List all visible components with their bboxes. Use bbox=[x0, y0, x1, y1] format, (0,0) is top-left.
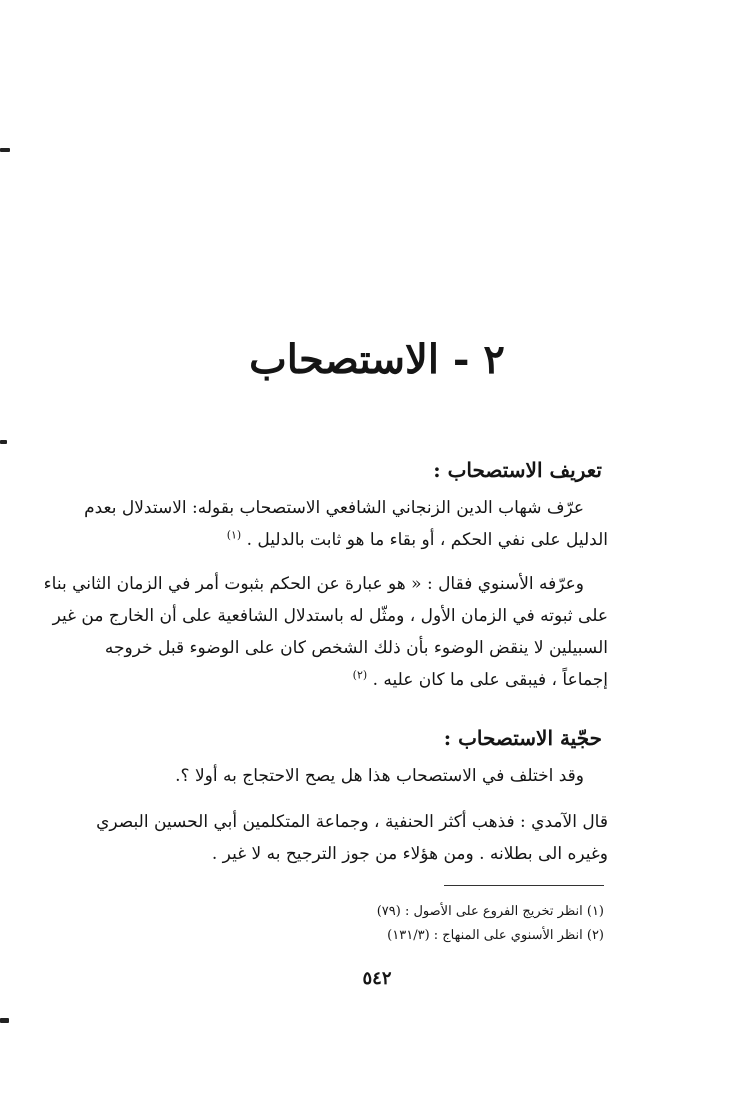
text-line: على ثبوته في الزمان الأول ، ومثّل له باستدلال الشافعية على أن الخارج من غير bbox=[52, 606, 608, 626]
text-line-content: إجماعاً ، فيبقى على ما كان عليه . bbox=[372, 670, 608, 690]
paragraph-definition-2 bbox=[43, 568, 608, 696]
text-line: وقد اختلف في الاستصحاب هذا هل يصح الاحتجاج به أولا ؟. bbox=[175, 766, 584, 786]
text-line: وغيره الى بطلانه . ومن هؤلاء من جوز الترجيح به لا غير . bbox=[211, 844, 608, 864]
chapter-title: ٢ - الاستصحاب bbox=[249, 336, 505, 383]
footnote-divider bbox=[444, 885, 604, 886]
footnote: (٢) انظر الأسنوي على المنهاج : (١٣١/٣) bbox=[387, 928, 604, 943]
footnotes bbox=[377, 900, 604, 948]
footnote: (١) انظر تخريج الفروع على الأصول : (٧٩) bbox=[376, 904, 604, 919]
text-line: قال الآمدي : فذهب أكثر الحنفية ، وجماعة المتكلمين أبي الحسين البصري bbox=[96, 812, 608, 832]
page-number: ٥٤٢ bbox=[362, 968, 392, 989]
scan-edge-mark bbox=[0, 1018, 9, 1023]
scan-edge-mark bbox=[0, 440, 7, 444]
section-heading-definition: تعريف الاستصحاب : bbox=[433, 458, 602, 482]
paragraph-authority-2 bbox=[96, 806, 608, 870]
footnote-ref: (١) bbox=[226, 528, 242, 542]
text-line: وعرّفه الأسنوي فقال : « هو عبارة عن الحكم بثبوت أمر في الزمان الثاني بناء bbox=[43, 574, 584, 594]
paragraph-definition-1 bbox=[84, 492, 608, 556]
text-line: السبيلين لا ينقض الوضوء بأن ذلك الشخص كان على الوضوء قبل خروجه bbox=[104, 638, 608, 658]
paragraph-authority-1 bbox=[148, 760, 608, 792]
footnote-ref: (٢) bbox=[352, 668, 368, 682]
text-line bbox=[148, 524, 608, 556]
text-line bbox=[148, 664, 608, 696]
section-heading-authority: حجّية الاستصحاب : bbox=[443, 726, 602, 750]
text-line-content: الدليل على نفي الحكم ، أو بقاء ما هو ثابت بالدليل . bbox=[246, 530, 608, 550]
text-line: عرّف شهاب الدين الزنجاني الشافعي الاستصحاب بقوله: الاستدلال بعدم bbox=[84, 498, 584, 518]
scan-edge-mark bbox=[0, 148, 10, 152]
